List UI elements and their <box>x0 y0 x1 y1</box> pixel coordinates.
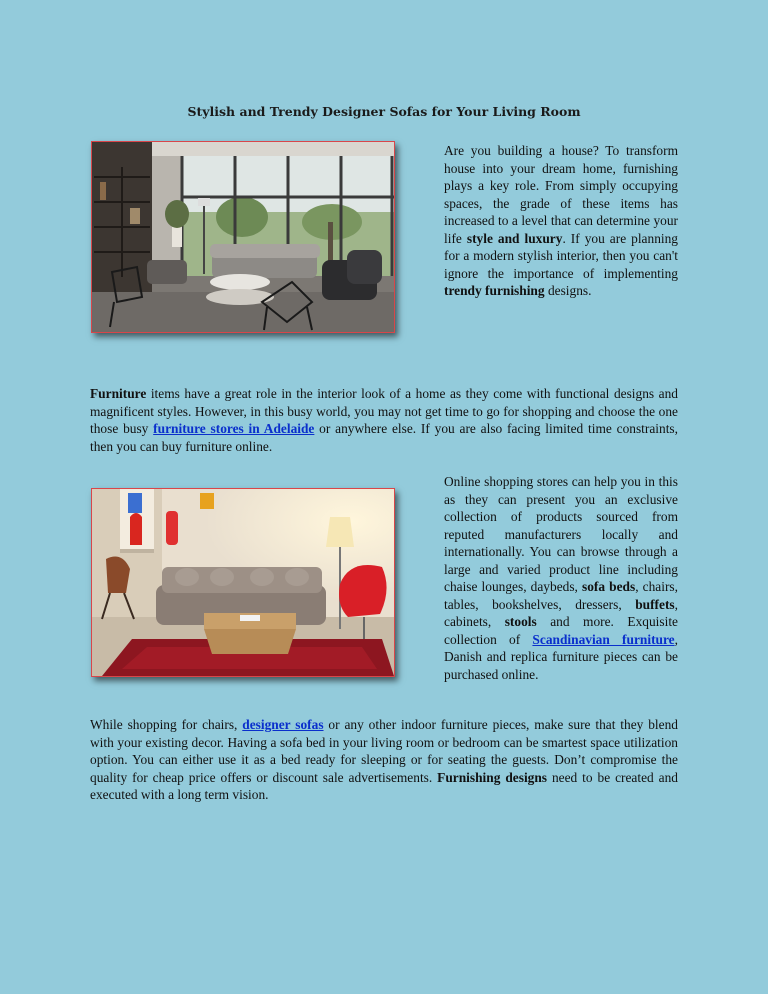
trendy-furnishing-bold: trendy furnishing <box>444 283 545 298</box>
shopping-tips-paragraph: While shopping for chairs, designer sofas or any other indoor furniture pieces, make sure that they blend with your existing decor. Having a sofa bed in your living room or bedroom can be smartest space utilization option. You can either use it as a bed ready for sleeping or for seating the guests. Don’t compromise the quality for cheap price offers or discount sale advertisements. Furnishing designs need to be created and executed with a long term vision. <box>90 717 678 802</box>
furniture-paragraph: Furniture items have a great role in the interior look of a home as they come with functional designs and magnificent styles. However, in this busy world, you may not get time to go for shopping and choose the one those busy furniture stores in Adelaide or anywhere else. If you are also facing limited time constraints, then you can buy furniture online. <box>90 386 678 454</box>
scandinavian-furniture-link[interactable]: Scandinavian furniture <box>532 631 675 647</box>
living-room-photo <box>91 141 395 333</box>
red-living-room-photo <box>91 488 395 677</box>
designer-sofas-link[interactable]: designer sofas <box>242 717 324 732</box>
page-title: Stylish and Trendy Designer Sofas for Your Living Room <box>187 104 581 119</box>
furniture-bold: Furniture <box>90 386 147 401</box>
online-shopping-paragraph: Online shopping stores can help you in this as they can present you an exclusive collection of products sourced from reputed manufacturers locally and internationally. You can browse through a large and varied product line including chaise lounges, daybeds, sofa beds, chairs, tables, bookshelves, dressers, buffets, cabinets, stools and more. Exquisite collection of Scandinavian furniture, Danish and replica furniture pieces can be purchased online. <box>444 474 678 682</box>
style-and-luxury-bold: style and luxury <box>466 230 563 246</box>
buffets-bold: buffets <box>635 596 675 612</box>
furnishing-designs-bold: Furnishing designs <box>437 769 548 785</box>
stools-bold: stools <box>504 614 537 629</box>
intro-paragraph: Are you building a house? To transform house into your dream home, furnishing plays a key role. From simply occupying spaces, the grade of these items has increased to a level that can determine your life style and luxury. If you are planning for a modern stylish interior, then you can't ignore the importance of implementing trendy furnishing designs. <box>444 143 679 298</box>
furniture-stores-adelaide-link[interactable]: furniture stores in Adelaide <box>153 421 315 436</box>
sofa-beds-bold: sofa beds <box>582 579 636 594</box>
